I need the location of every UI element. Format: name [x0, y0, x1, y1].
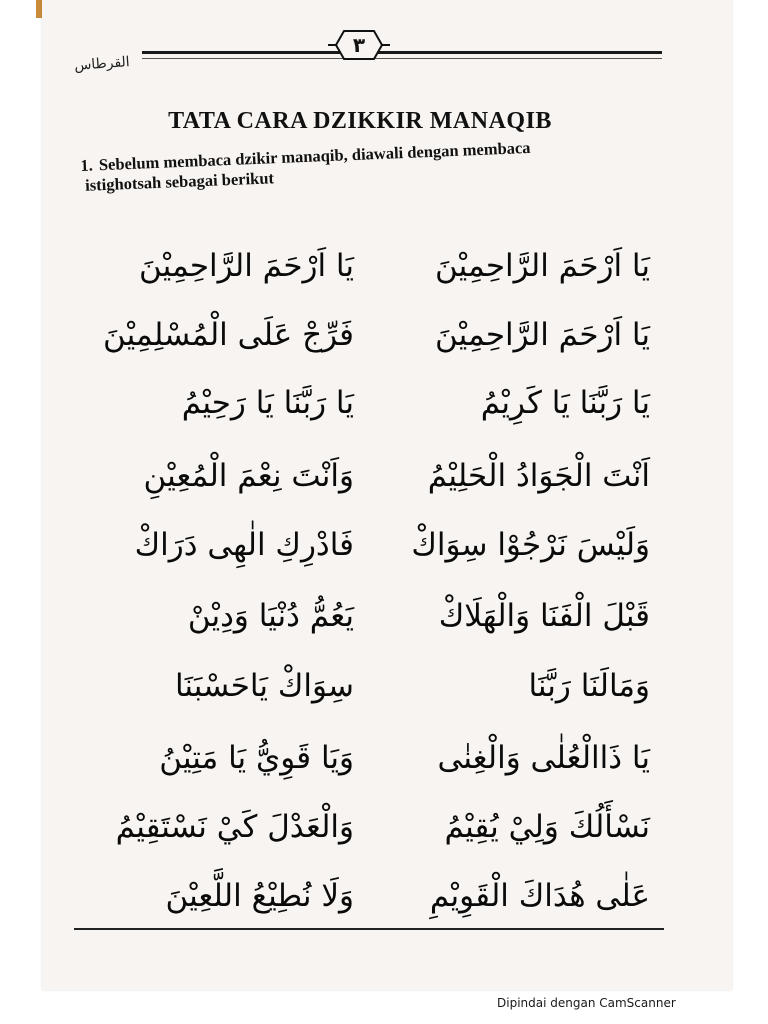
verse-1-right: يَا اَرْحَمَ الرَّاحِمِيْنَ: [435, 248, 650, 284]
verse-10-left: وَلَا نُطِيْعُ اللَّعِيْنَ: [165, 878, 354, 914]
verse-7-right: وَمَالَنَا رَبَّنَا: [528, 668, 650, 704]
verse-2-right: يَا اَرْحَمَ الرَّاحِمِيْنَ: [435, 317, 650, 353]
verse-3-right: يَا رَبَّنَا يَا كَرِيْمُ: [480, 385, 650, 421]
verse-2-left: فَرِّجْ عَلَى الْمُسْلِمِيْنَ: [102, 317, 354, 353]
running-head: القرطاس: [73, 54, 131, 74]
bottom-rule: [74, 928, 664, 930]
page-number: ٣: [352, 33, 366, 57]
verse-8-right: يَا ذَاالْعُلٰى وَالْغِنٰى: [437, 740, 650, 776]
verse-5-right: وَلَيْسَ نَرْجُوْا سِوَاكْ: [411, 527, 650, 563]
instruction-number: 1.: [80, 155, 94, 175]
verse-6-left: يَعُمُّ دُنْيَا وَدِيْنْ: [187, 598, 354, 634]
verse-6-right: قَبْلَ الْفَنَا وَالْهَلَاكْ: [438, 598, 650, 634]
verse-5-left: فَادْرِكِ الٰهِى دَرَاكْ: [134, 527, 354, 563]
instruction-line-2: istighotsah sebagai berikut: [84, 168, 275, 195]
page-title: TATA CARA DZIKKIR MANAQIB: [168, 108, 552, 134]
instruction-line-1: Sebelum membaca dzikir manaqib, diawali dengan membaca: [98, 137, 531, 175]
verse-4-right: اَنْتَ الْجَوَادُ الْحَلِيْمُ: [427, 458, 650, 494]
verse-4-left: وَاَنْتَ نِعْمَ الْمُعِيْنِ: [143, 458, 354, 494]
verse-7-left: سِوَاكْ يَاحَسْبَنَا: [174, 668, 354, 704]
verse-8-left: وَيَا قَوِيُّ يَا مَتِيْنُ: [159, 740, 354, 776]
scanner-watermark: Dipindai dengan CamScanner: [497, 996, 676, 1010]
verse-9-right: نَسْأَلُكَ وَلِيْ يُقِيْمُ: [444, 809, 650, 845]
verse-1-left: يَا اَرْحَمَ الرَّاحِمِيْنَ: [139, 248, 354, 284]
verse-10-right: عَلٰى هُدَاكَ الْقَوِيْمِ: [429, 878, 650, 914]
verse-3-left: يَا رَبَّنَا يَا رَحِيْمُ: [181, 385, 354, 421]
verse-9-left: وَالْعَدْلَ كَيْ نَسْتَقِيْمُ: [115, 809, 354, 845]
